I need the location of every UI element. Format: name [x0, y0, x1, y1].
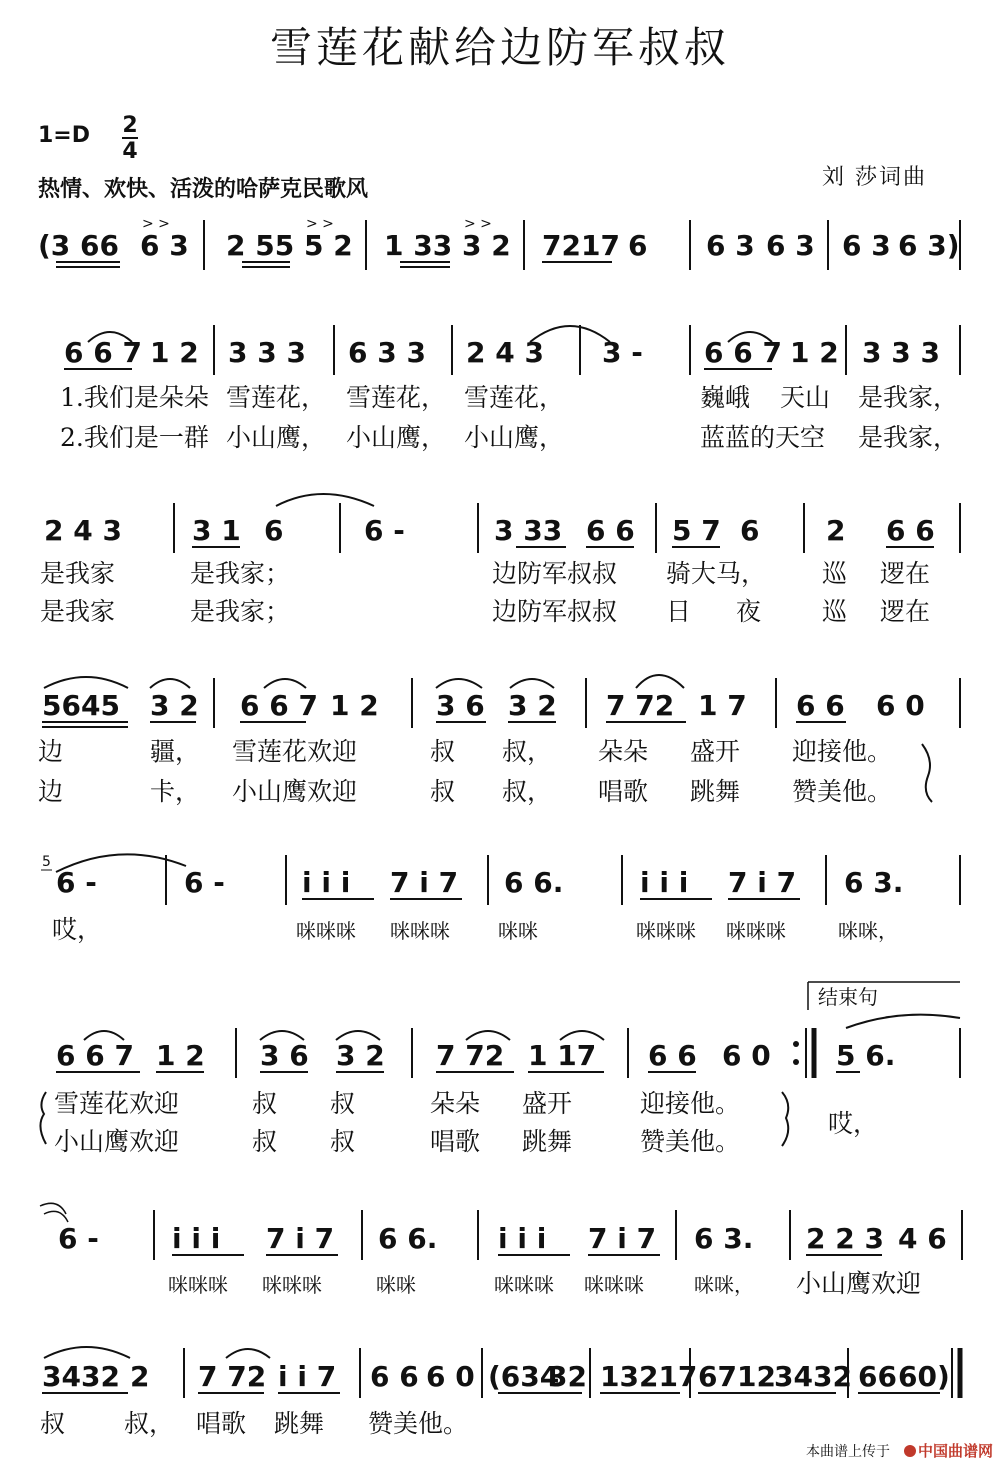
- lyric-text: 哎，: [828, 1109, 879, 1138]
- lyric-text: 朵朵: [430, 1089, 481, 1118]
- notation-group: 6 6: [796, 689, 845, 722]
- lyric-text: 咪咪: [376, 1273, 416, 1297]
- lyric-text: 叔，: [124, 1409, 175, 1438]
- lyric-text: 是我家；: [190, 559, 291, 588]
- notation-group: 7 i 7: [266, 1222, 335, 1255]
- notation-group: 7217: [542, 229, 620, 262]
- lyric-text: 咪咪咪: [636, 919, 696, 943]
- notation-group: 6 -: [58, 1222, 99, 1255]
- lyric-text: 咪咪咪: [262, 1273, 322, 1297]
- notation-group: (3 66: [38, 229, 119, 262]
- lyric-text: 咪咪咪: [296, 919, 356, 943]
- notation-group: 6 -: [56, 866, 97, 899]
- lyric-text: 叔: [330, 1089, 356, 1118]
- lyric-text: 哎，: [52, 915, 103, 944]
- notation-group: 6 6 7: [56, 1039, 134, 1072]
- lyric-text: 疆，: [150, 737, 201, 766]
- notation-row-7: [40, 1203, 962, 1260]
- lyric-text: 小山鹰，: [464, 423, 565, 452]
- lyric-text: 雪莲花，: [464, 383, 565, 412]
- slur: [436, 679, 482, 688]
- lyric-text: 卡，: [150, 777, 201, 806]
- lyric-text: 咪咪咪: [584, 1273, 644, 1297]
- time-top: 2: [122, 113, 138, 138]
- lyric-text: 盛开: [522, 1089, 573, 1118]
- notation-group: 6: [740, 514, 760, 547]
- final-barline: [952, 1348, 960, 1398]
- brace: [922, 744, 932, 802]
- notation-group: 6 6: [586, 514, 635, 547]
- lyric-text: 叔: [40, 1409, 66, 1438]
- lyric-text: 唱歌: [598, 777, 649, 806]
- brace: [40, 1092, 46, 1144]
- site-logo-icon: [904, 1445, 916, 1457]
- notation-group: 1 33: [384, 229, 453, 262]
- notation-group: 6 -: [184, 866, 225, 899]
- lyric-text: 跳舞: [522, 1127, 573, 1156]
- lyric-text: 小山鹰，: [226, 423, 327, 452]
- lyric-text: 咪咪咪: [390, 919, 450, 943]
- lyric-text: 赞美他。: [368, 1409, 469, 1438]
- slur: [636, 675, 684, 688]
- notation-group: 7 72: [436, 1039, 505, 1072]
- notation-group: 6 6 7: [64, 336, 142, 369]
- slur: [264, 679, 306, 688]
- lyric-text: 是我家，: [858, 383, 959, 412]
- lyric-text: 逻在: [880, 559, 931, 588]
- notation-group: 7 72: [198, 1360, 267, 1393]
- notation-group: i i i: [302, 866, 351, 899]
- lyric-text: 叔: [252, 1089, 278, 1118]
- notation-group: 3 3 3: [228, 336, 306, 369]
- lyrics-row-3: [40, 559, 930, 626]
- author-credit: 刘 莎词曲: [822, 165, 927, 190]
- notation-group: 5 2: [304, 229, 353, 262]
- lyric-text: 逻在: [880, 597, 931, 626]
- notation-group: 7 i 7: [728, 866, 797, 899]
- lyric-text: 小山鹰，: [346, 423, 447, 452]
- notation-group: 3 2: [336, 1039, 385, 1072]
- lyrics-row-7: [168, 1269, 921, 1298]
- notation-group: i i i: [498, 1222, 547, 1255]
- lyric-text: 叔，: [502, 777, 553, 806]
- lyric-text: 朵朵: [598, 737, 649, 766]
- notation-group: 3 3 3: [862, 336, 940, 369]
- lyric-text: 是我家: [40, 559, 116, 588]
- performance-style: 热情、欢快、活泼的哈萨克民歌风: [38, 177, 369, 202]
- notation-group: 2 4 3: [466, 336, 544, 369]
- lyrics-row-6: [40, 1089, 878, 1156]
- notation-group: 13217: [600, 1360, 698, 1393]
- notation-group: 7 i 7: [588, 1222, 657, 1255]
- lyrics-row-8: [40, 1409, 468, 1438]
- lyric-text: 迎接他。: [792, 737, 893, 766]
- notation-group: 6 3: [706, 229, 755, 262]
- notation-group: 6: [264, 514, 284, 547]
- lyric-text: 巡: [822, 559, 848, 588]
- lyric-text: 唱歌: [430, 1127, 481, 1156]
- lyric-text: 边防军叔叔: [492, 597, 618, 626]
- notation-group: 3 6: [260, 1039, 309, 1072]
- slur: [150, 679, 190, 688]
- notation-group: 6 3 3: [348, 336, 426, 369]
- lyric-text: 唱歌: [196, 1409, 247, 1438]
- notation-group: 6 3): [898, 229, 960, 262]
- notation-group: 1 7: [698, 689, 747, 722]
- notation-group: 6 3.: [844, 866, 904, 899]
- notation-group: 3 2: [508, 689, 557, 722]
- lyric-text: 咪咪，: [838, 919, 898, 943]
- notation-group: 3432: [774, 1360, 852, 1393]
- notation-row-8: [42, 1347, 960, 1398]
- lyric-text: 雪莲花欢迎: [54, 1089, 180, 1118]
- notation-group: 3 2: [462, 229, 511, 262]
- lyric-text: 跳舞: [274, 1409, 325, 1438]
- notation-group: i i i: [640, 866, 689, 899]
- time-bottom: 4: [122, 139, 138, 164]
- lyric-text: 巡: [822, 597, 848, 626]
- song-title: 雪莲花献给边防军叔叔: [269, 23, 731, 72]
- notation-group: 6 0: [722, 1039, 771, 1072]
- lyric-text: 咪咪咪: [726, 919, 786, 943]
- lyric-text: 跳舞: [690, 777, 741, 806]
- notation-group: 2 55: [226, 229, 295, 262]
- slur: [226, 1349, 270, 1358]
- notation-group: 6 0: [426, 1360, 475, 1393]
- notation-row-2: [64, 325, 960, 375]
- notation-group: 6 6: [886, 514, 935, 547]
- notation-group: 3 1: [192, 514, 241, 547]
- ending-marker: [808, 982, 960, 1010]
- tie: [276, 494, 374, 506]
- tie: [40, 1203, 66, 1214]
- lyric-text: 叔: [430, 737, 456, 766]
- lyric-text: 咪咪，: [694, 1273, 754, 1297]
- lyric-text: 是我家；: [190, 597, 291, 626]
- notation-group: 5 6.: [836, 1039, 896, 1072]
- notation-row-5: [41, 854, 960, 905]
- lyric-text: 叔: [330, 1127, 356, 1156]
- lyric-text: 是我家，: [858, 423, 959, 452]
- lyric-text: 小山鹰欢迎: [54, 1127, 180, 1156]
- notation-group: 60): [898, 1360, 950, 1393]
- notation-group: 1 2: [156, 1039, 205, 1072]
- notation-group: 6 -: [364, 514, 405, 547]
- notation-row-1: [38, 216, 960, 270]
- notation-group: 3432: [42, 1360, 120, 1393]
- notation-group: i i i: [172, 1222, 221, 1255]
- brace: [782, 1092, 788, 1146]
- lyric-text: 咪咪: [498, 919, 538, 943]
- lyric-text: 小山鹰欢迎: [232, 777, 358, 806]
- notation-group: 6 0: [876, 689, 925, 722]
- notation-group: 4 6: [898, 1222, 947, 1255]
- notation-group: i i 7: [278, 1360, 337, 1393]
- lyric-text: 咪咪咪: [494, 1273, 554, 1297]
- notation-group: 6 3: [766, 229, 815, 262]
- notation-group: 1 2: [330, 689, 379, 722]
- notation-group: 7 i 7: [390, 866, 459, 899]
- site-brand: 中国曲谱网: [918, 1442, 994, 1460]
- notation-group: 6 6 7: [240, 689, 318, 722]
- repeat-end-barline: [793, 1028, 814, 1078]
- lyric-text: 夜: [736, 597, 762, 626]
- lyric-text: 雪莲花，: [226, 383, 327, 412]
- notation-group: 7 72: [606, 689, 675, 722]
- notation-group: 6 6: [648, 1039, 697, 1072]
- key-signature: 1=D: [38, 123, 91, 148]
- time-signature: [122, 113, 138, 164]
- lyric-text: 盛开: [690, 737, 741, 766]
- notation-group: 6 3: [842, 229, 891, 262]
- notation-row-3: [44, 494, 960, 553]
- footer: [806, 1442, 993, 1460]
- ending-label: 结束句: [818, 985, 878, 1009]
- notation-group: 1 2: [150, 336, 199, 369]
- notation-group: 5 7: [672, 514, 721, 547]
- notation-group: 6 6: [370, 1360, 419, 1393]
- notation-group: 3 6: [436, 689, 485, 722]
- notation-group: 2: [826, 514, 846, 547]
- notation-group: 1 2: [790, 336, 839, 369]
- lyric-text: 骑大马，: [666, 559, 767, 588]
- notation-group: 1 17: [528, 1039, 597, 1072]
- notation-group: 6 6.: [378, 1222, 438, 1255]
- accent-mark: > >: [464, 216, 492, 232]
- notation-row-6: [56, 1015, 960, 1078]
- slur: [510, 679, 554, 688]
- lyric-text: 日: [666, 597, 692, 626]
- lyric-text: 雪莲花，: [346, 383, 447, 412]
- tie: [846, 1015, 960, 1028]
- notation-group: 5645: [42, 689, 120, 722]
- notation-group: 66: [858, 1360, 897, 1393]
- lyric-text: 天山: [780, 383, 831, 412]
- lyrics-row-4: [38, 737, 932, 806]
- lyric-text: 咪咪咪: [168, 1273, 228, 1297]
- slur: [44, 1347, 130, 1358]
- lyric-text: 蓝蓝的天空: [700, 423, 826, 452]
- lyric-text: 叔: [252, 1127, 278, 1156]
- lyric-text: 1.我们是朵朵: [60, 383, 209, 412]
- lyric-text: 赞美他。: [792, 777, 893, 806]
- notation-group: 2 2 3: [806, 1222, 884, 1255]
- notation-group: 6712: [698, 1360, 776, 1393]
- lyric-text: 迎接他。: [640, 1089, 741, 1118]
- notation-group: 3 33: [494, 514, 563, 547]
- lyric-text: 边: [38, 737, 64, 766]
- lyric-text: 是我家: [40, 597, 116, 626]
- accent-mark: > >: [306, 216, 334, 232]
- notation-group: 6 3.: [694, 1222, 754, 1255]
- lyric-text: 赞美他。: [640, 1127, 741, 1156]
- notation-group: 6 6 7: [704, 336, 782, 369]
- notation-group: 2 4 3: [44, 514, 122, 547]
- lyrics-row-2: [60, 383, 958, 452]
- notation-group: 6 6.: [504, 866, 564, 899]
- notation-group: (634: [488, 1360, 560, 1393]
- lyric-text: 小山鹰欢迎: [796, 1269, 922, 1298]
- lyric-text: 雪莲花欢迎: [232, 737, 358, 766]
- notation-group: 6 3: [140, 229, 189, 262]
- upload-note: 本曲谱上传于: [806, 1444, 890, 1460]
- lyric-text: 叔: [430, 777, 456, 806]
- grace-note: 5: [42, 854, 51, 870]
- lyric-text: 边: [38, 777, 64, 806]
- notation-group: 2: [130, 1360, 150, 1393]
- lyric-text: 叔，: [502, 737, 553, 766]
- slur: [44, 677, 128, 688]
- notation-group: 6: [628, 229, 648, 262]
- notation-group: 3 -: [602, 336, 643, 369]
- notation-group: 3 2: [150, 689, 199, 722]
- lyric-text: 边防军叔叔: [492, 559, 618, 588]
- notation-row-4: [42, 675, 960, 728]
- accent-mark: > >: [142, 216, 170, 232]
- notation-group: 32: [548, 1360, 587, 1393]
- lyrics-row-5: [52, 915, 898, 944]
- lyric-text: 2.我们是一群: [60, 423, 209, 452]
- lyric-text: 巍峨: [700, 383, 751, 412]
